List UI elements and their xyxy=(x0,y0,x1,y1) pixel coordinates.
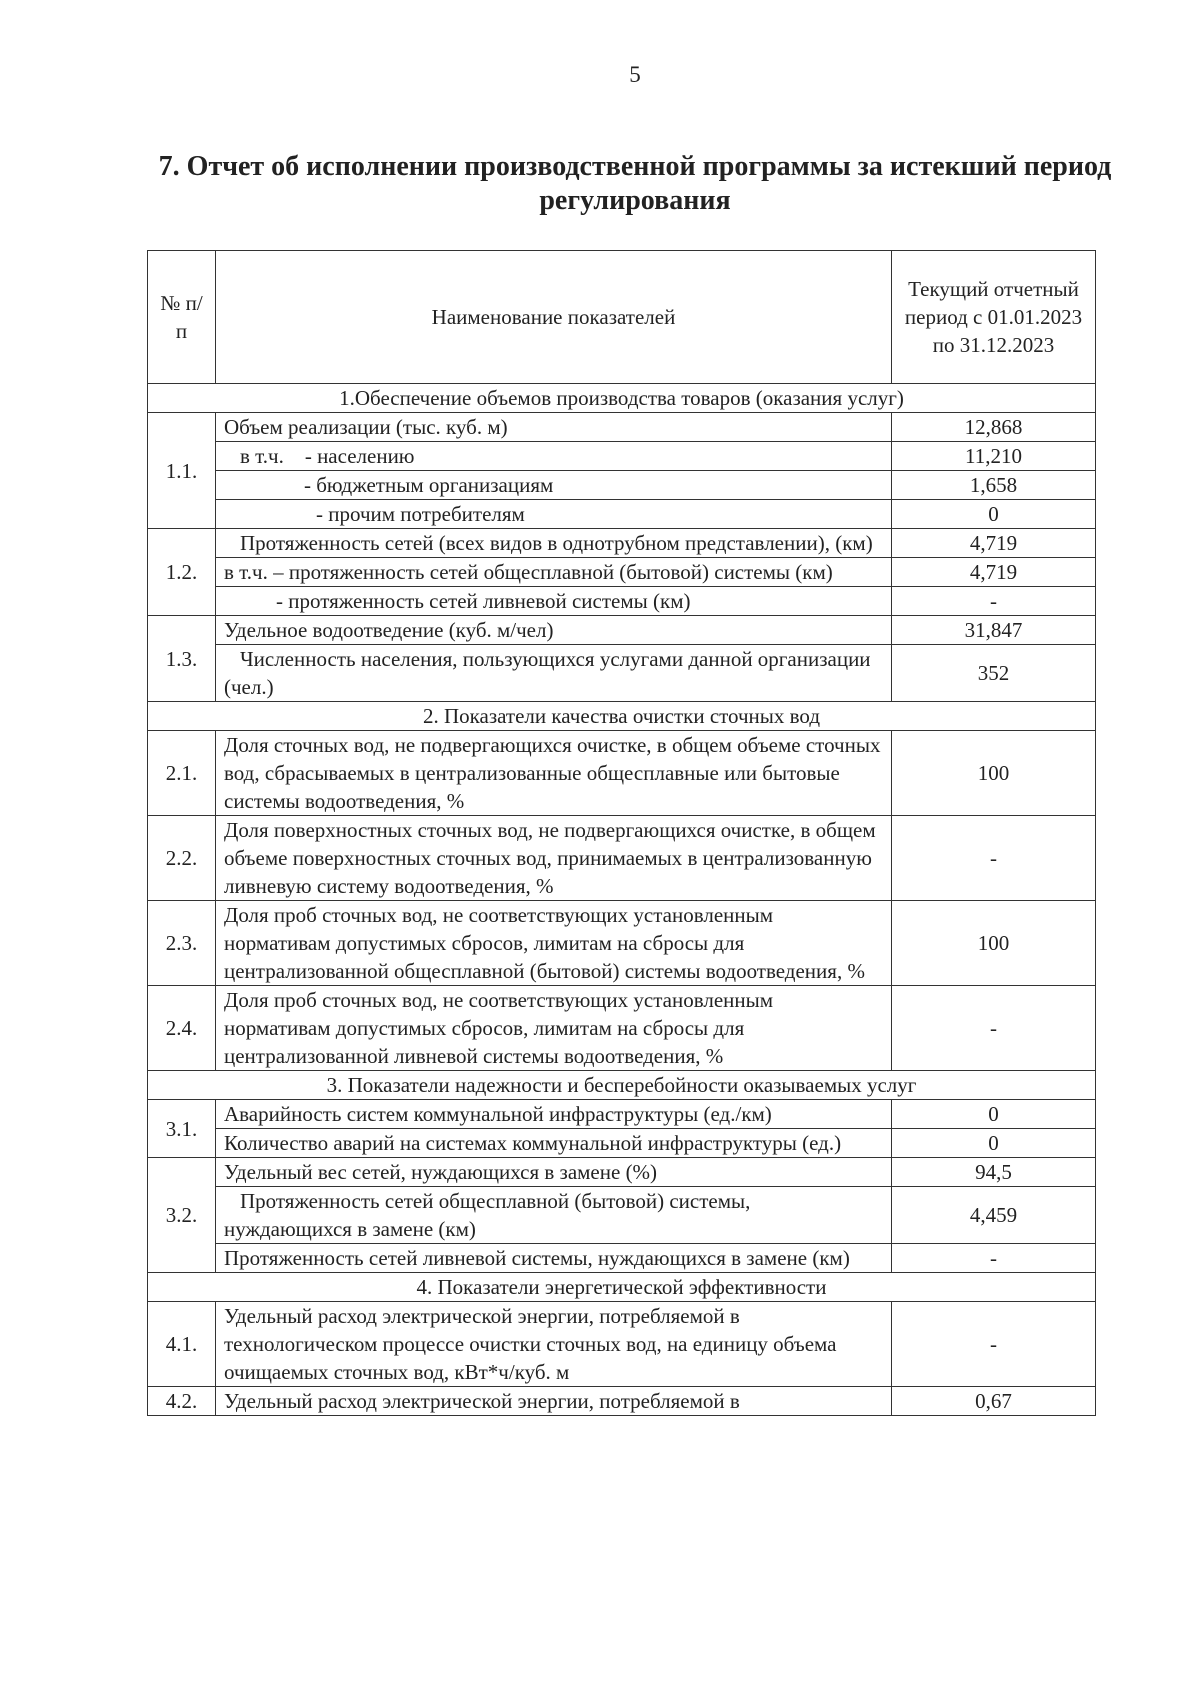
report-table xyxy=(147,250,1096,1416)
table-row xyxy=(148,1100,1096,1129)
indicator-name: Протяженность сетей общесплавной (бытовой) системы, нуждающихся в замене (км) xyxy=(216,1187,892,1244)
indicator-name: - бюджетным организациям xyxy=(216,471,892,500)
indicator-value: - xyxy=(892,1244,1096,1273)
header-value: Текущий отчетный период с 01.01.2023 по 31.12.2023 xyxy=(892,251,1096,384)
indicator-value: 352 xyxy=(892,645,1096,702)
table-row xyxy=(148,1129,1096,1158)
section-title: 3. Показатели надежности и бесперебойности оказываемых услуг xyxy=(148,1071,1096,1100)
indicator-value: 31,847 xyxy=(892,616,1096,645)
indicator-name: Удельное водоотведение (куб. м/чел) xyxy=(216,616,892,645)
indicator-value: 100 xyxy=(892,901,1096,986)
row-number: 2.1. xyxy=(148,731,216,816)
section-title: 2. Показатели качества очистки сточных вод xyxy=(148,702,1096,731)
table-row xyxy=(148,529,1096,558)
table-row xyxy=(148,587,1096,616)
table-row xyxy=(148,1187,1096,1244)
indicator-value: - xyxy=(892,986,1096,1071)
row-number: 2.3. xyxy=(148,901,216,986)
indicator-name: в т.ч. - населению xyxy=(216,442,892,471)
table-row xyxy=(148,1158,1096,1187)
table-row xyxy=(148,500,1096,529)
table-row xyxy=(148,816,1096,901)
indicator-value: 4,719 xyxy=(892,558,1096,587)
section-row xyxy=(148,384,1096,413)
indicator-value: 12,868 xyxy=(892,413,1096,442)
indicator-value: 0 xyxy=(892,1100,1096,1129)
indicator-name: Протяженность сетей (всех видов в однотрубном представлении), (км) xyxy=(216,529,892,558)
indicator-value: 0 xyxy=(892,500,1096,529)
table-row xyxy=(148,645,1096,702)
section-row xyxy=(148,1273,1096,1302)
header-number: № п/п xyxy=(148,251,216,384)
table-row xyxy=(148,1244,1096,1273)
indicator-name: Объем реализации (тыс. куб. м) xyxy=(216,413,892,442)
indicator-name: Численность населения, пользующихся услугами данной организации (чел.) xyxy=(216,645,892,702)
table-row xyxy=(148,471,1096,500)
indicator-name: Аварийность систем коммунальной инфраструктуры (ед./км) xyxy=(216,1100,892,1129)
indicator-name: Доля проб сточных вод, не соответствующих установленным нормативам допустимых сбросов, лимитам на сбросы для централизованной общесплавной (бытовой) системы водоотведения, % xyxy=(216,901,892,986)
table-row xyxy=(148,731,1096,816)
indicator-value: - xyxy=(892,816,1096,901)
row-number: 3.2. xyxy=(148,1158,216,1273)
indicator-value: 94,5 xyxy=(892,1158,1096,1187)
table-row xyxy=(148,558,1096,587)
indicator-value: 4,719 xyxy=(892,529,1096,558)
table-row xyxy=(148,413,1096,442)
table-row xyxy=(148,901,1096,986)
table-row xyxy=(148,1302,1096,1387)
indicator-name: Доля поверхностных сточных вод, не подвергающихся очистке, в общем объеме поверхностных сточных вод, принимаемых в централизованную ливневую систему водоотведения, % xyxy=(216,816,892,901)
indicator-name: Доля проб сточных вод, не соответствующих установленным нормативам допустимых сбросов, лимитам на сбросы для централизованной ливневой системы водоотведения, % xyxy=(216,986,892,1071)
indicator-name: Удельный расход электрической энергии, потребляемой в технологическом процессе очистки сточных вод, на единицу объема очищаемых сточных вод, кВт*ч/куб. м xyxy=(216,1302,892,1387)
indicator-value: 100 xyxy=(892,731,1096,816)
indicator-name: Удельный расход электрической энергии, потребляемой в xyxy=(216,1387,892,1416)
row-number: 2.4. xyxy=(148,986,216,1071)
row-number: 1.3. xyxy=(148,616,216,702)
row-number: 1.1. xyxy=(148,413,216,529)
indicator-value: 11,210 xyxy=(892,442,1096,471)
indicator-name: Протяженность сетей ливневой системы, нуждающихся в замене (км) xyxy=(216,1244,892,1273)
row-number: 4.2. xyxy=(148,1387,216,1416)
section-row xyxy=(148,1071,1096,1100)
indicator-value: - xyxy=(892,1302,1096,1387)
indicator-name: Удельный вес сетей, нуждающихся в замене (%) xyxy=(216,1158,892,1187)
section-title: 4. Показатели энергетической эффективности xyxy=(148,1273,1096,1302)
indicator-value: 4,459 xyxy=(892,1187,1096,1244)
page-title: 7. Отчет об исполнении производственной программы за истекший период регулирования xyxy=(158,151,1112,216)
section-row xyxy=(148,702,1096,731)
table-row xyxy=(148,1387,1096,1416)
indicator-value: 0,67 xyxy=(892,1387,1096,1416)
table-header-row xyxy=(148,251,1096,384)
indicator-name: Доля сточных вод, не подвергающихся очистке, в общем объеме сточных вод, сбрасываемых в централизованные общесплавные или бытовые системы водоотведения, % xyxy=(216,731,892,816)
table-row xyxy=(148,442,1096,471)
row-number: 3.1. xyxy=(148,1100,216,1158)
page-number: 5 xyxy=(629,62,641,87)
indicator-value: 1,658 xyxy=(892,471,1096,500)
indicator-name: в т.ч. – протяженность сетей общесплавной (бытовой) системы (км) xyxy=(216,558,892,587)
indicator-name: - прочим потребителям xyxy=(216,500,892,529)
row-number: 4.1. xyxy=(148,1302,216,1387)
header-name: Наименование показателей xyxy=(216,251,892,384)
table-row xyxy=(148,616,1096,645)
indicator-name: - протяженность сетей ливневой системы (км) xyxy=(216,587,892,616)
indicator-value: 0 xyxy=(892,1129,1096,1158)
indicator-name: Количество аварий на системах коммунальной инфраструктуры (ед.) xyxy=(216,1129,892,1158)
table-row xyxy=(148,986,1096,1071)
section-title: 1.Обеспечение объемов производства товаров (оказания услуг) xyxy=(148,384,1096,413)
indicator-value: - xyxy=(892,587,1096,616)
row-number: 2.2. xyxy=(148,816,216,901)
row-number: 1.2. xyxy=(148,529,216,616)
